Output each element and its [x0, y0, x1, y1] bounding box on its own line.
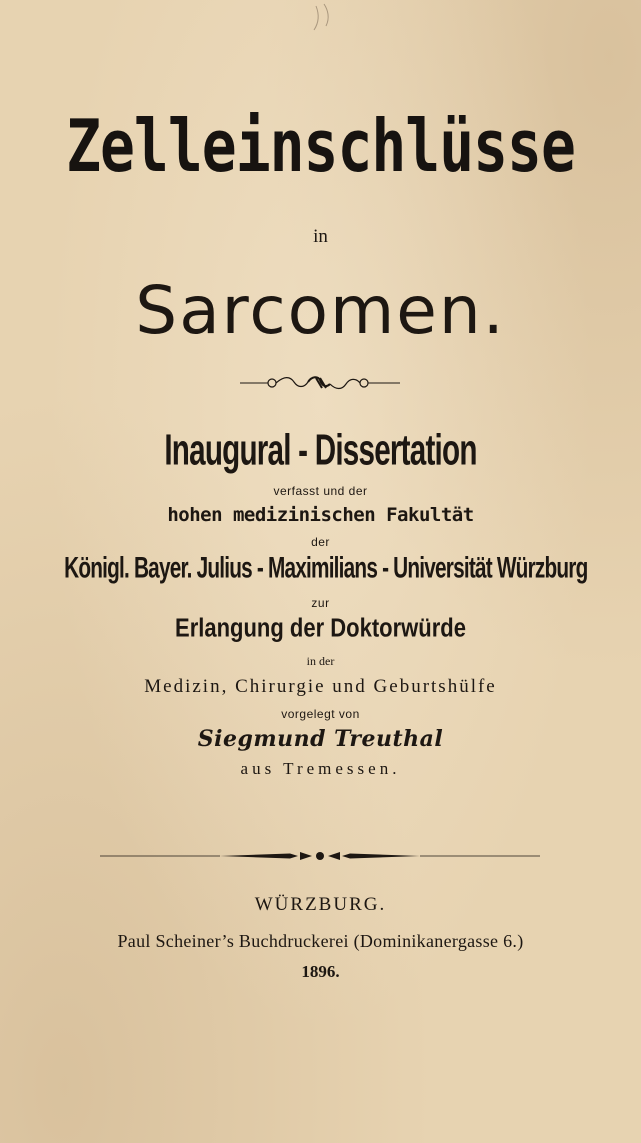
fields-of-study: Medizin, Chirurgie und Geburtshülfe	[144, 676, 497, 697]
pencil-mark-icon	[308, 2, 338, 32]
publication-year: 1896.	[301, 962, 340, 981]
vorgelegt-line: vorgelegt von	[281, 707, 360, 721]
imprint-city: WÜRZBURG.	[254, 894, 387, 915]
book-title: Zelleinschlüsse	[66, 103, 575, 189]
book-subtitle: Sarcomen.	[135, 272, 506, 349]
der-line: der	[311, 535, 330, 549]
faculty-line: hohen medizinischen Fakultät	[167, 504, 474, 526]
verfasst-line: verfasst und der	[273, 484, 368, 498]
decorative-flourish-icon	[240, 374, 400, 392]
thesis-type: Inaugural - Dissertation	[164, 426, 477, 476]
printer-line: Paul Scheiner’s Buchdruckerei (Dominikanergasse 6.)	[117, 931, 524, 951]
zur-line: zur	[311, 596, 330, 610]
title-connector: in	[313, 226, 328, 247]
degree-purpose: Erlangung der Doktorwürde	[175, 613, 466, 643]
ornamental-rule-icon	[100, 850, 540, 862]
in-der-line: in der	[306, 654, 335, 668]
author-origin: aus Tremessen.	[240, 759, 401, 778]
author-name: Siegmund Treuthal	[197, 726, 444, 752]
university-name: Königl. Bayer. Julius - Maximilians - Universität Würzburg	[64, 549, 588, 585]
